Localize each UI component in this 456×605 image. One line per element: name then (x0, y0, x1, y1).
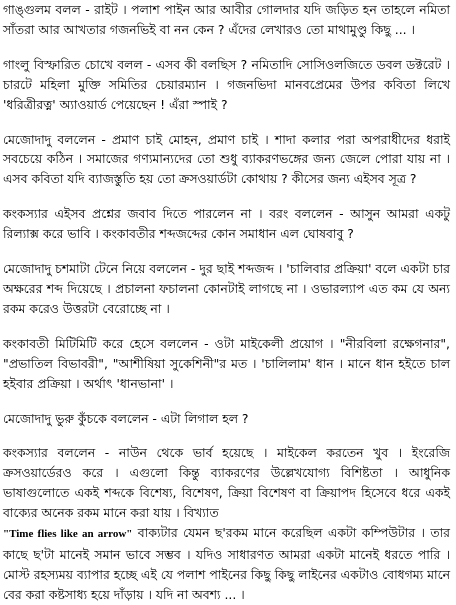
paragraph-8: কংকস্যার বললেন - নাউন থেকে ভার্ব হয়েছে । মাইকেল করতেন খুব । ইংরেজি ক্রসওয়ার্ডেরও করে । এগুলো কিন্তু ব্যাকরণের উল্লেখযোগ্য বিশিষ্টতা । আধুনিক ভাষাগুলোতে একই শব্দকে বিশেষ্য, বিশেষণ, ক্রিয়া বিশেষণ বা ক্রিয়াপদ হিসেবে ধরে একই বাক্যের অনেক রকম মানে করা যায় । বিখ্যাত (3, 445, 450, 521)
paragraph-gap (3, 319, 450, 334)
paragraph-4: কংকস্যার এইসব প্রশ্নের জবাব দিতে পারলেন না । বরং বললেন - আসুন আমরা একটু রিল্যাক্স করে ভাবি । কংকাবতীর শব্দজব্দের কোন সমাধান এল ঘোষবাবু ? (3, 206, 450, 242)
paragraph-gap (3, 40, 450, 55)
paragraph-5: মেজোদাদু চশমাটা টেনে নিয়ে বললেন - দুর ছাই শব্দজব্দ । 'চালিবার প্রক্রিয়া' বলে একটা চার অক্ষরের শব্দ দিয়েছে । প্রচালনা ফচালনা কোনটাই লাগছে না । ওভারল্যাপ এত কম যে অন্য রকম করেও উত্তরটা বেরোচ্ছে না । (3, 261, 450, 316)
paragraph-7: মেজোদাদু ভুরু কুঁচকে বললেন - এটা লিগাল হল ? (3, 410, 249, 426)
paragraph-2: গাংলু বিস্ফারিত চোখে বলল - এসব কী বলছিস ? নমিতাদি সোসিওলজিতে ডবল ডক্টরেট । চারটে মহিলা মুক্তি সমিতির চেয়ারম্যান । গজনভিদা মানবপ্রেমের উপর কবিতা লিখে 'ধরিত্রীরত্ন' অ্যাওয়ার্ড পেয়েছেন ! এঁরা স্পাই ? (3, 56, 450, 112)
paragraph-gap (3, 115, 450, 130)
paragraph-gap (3, 244, 450, 259)
paragraph-gap (3, 189, 450, 204)
paragraph-1: গাঙ্গুলম বলল - রাইট । পলাশ পাইন আর আবীর গোলদার যদি জড়িত হন তাহলে নমিতা সাঁতরা আর আখতার গজনভিই বা নন কেন ? এঁদের লেখারও তো মাথামুণ্ডু কিছু ... । (3, 2, 450, 37)
paragraph-6: কংকাবতী মিটিমিটি করে হেসে বললেন - ওটা মাইকেলী প্রয়োগ । "নীরবিলা রক্ষেগনার", "প্রভাতিল বিভাবরী", "আশীষিয়া সুকেশিনী"র মত । 'চালিলাম' ধান । মানে ধান হইতে চাল হইবার প্রক্রিয়া । অর্থাৎ 'ধানভানা' । (3, 335, 450, 391)
paragraph-8-continued (3, 523, 450, 605)
english-quote: "Time flies like an arrow" (3, 528, 133, 541)
paragraph-gap (3, 394, 450, 409)
paragraph-8-tail: বাক্যটার যেমন ছ'রকম মানে করেছিল একটা কম্পিউটার । তার কাছে ছ'টা মানেই সমান ভাবে সম্ভব । যদিও সাধারণত আমরা একটা মানেই ধরতে পারি । মোস্ট রহস্যময় ব্যাপার হচ্ছে এই যে পলাশ পাইনের কিছু কিছু লাইনের একটাও বোধগম্য মানে বের করা কষ্টসাধ্য হয়ে দাঁড়ায় । যদি না অবশ্য ... । (3, 525, 450, 602)
paragraph-gap (3, 428, 450, 443)
paragraph-3: মেজোদাদু বললেন - প্রমাণ চাই মোহন, প্রমাণ চাই । শাদা কলার পরা অপরাধীদের ধরাই সবচেয়ে কঠিন । সমাজের গণ্যমান্যদের তো শুধু ব্যাকরণভঙ্গের জন্য জেলে পোরা যায় না । এসব কবিতা যদি ব্যাজস্তুতি হয় তো ক্রসওয়ার্ডটা কোথায় ? কীসের জন্য এইসব সূত্র ? (3, 131, 450, 187)
